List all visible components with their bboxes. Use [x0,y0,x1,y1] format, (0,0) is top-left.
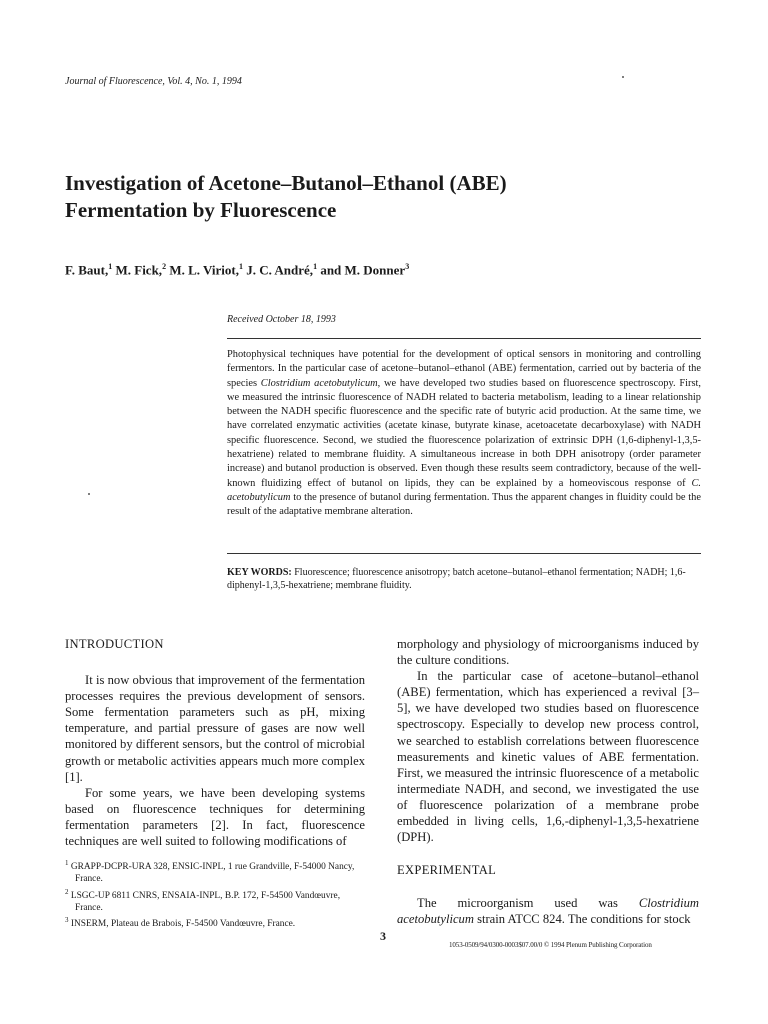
author-name: M. L. Viriot, [169,262,239,278]
footnote-text: GRAPP-DCPR-URA 328, ENSIC-INPL, 1 rue Grandville, F-54000 Nancy, France. [70,862,355,885]
author-name: F. Baut, [65,262,109,278]
title-line-2: Fermentation by Fluorescence [65,198,337,222]
author-affiliation-mark: 3 [405,262,410,271]
scan-speck [88,493,90,495]
footnote-text: INSERM, Plateau de Brabois, F-54500 Vandœuvre, France. [70,919,296,930]
right-column [397,636,699,928]
author-affiliation-mark: 2 [162,262,167,271]
footnote [65,914,370,930]
experimental-heading: EXPERIMENTAL [397,863,497,878]
species-name: C. acetobutylicum [227,477,701,503]
title-line-1: Investigation of Acetone–Butanol–Ethanol (ABE) [65,171,507,195]
footnote-mark: 3 [65,916,69,925]
paragraph: morphology and physiology of microorganisms induced by the culture conditions. [397,637,699,668]
copyright-line: 1053-0509/94/0300-0003$07.00/0 © 1994 Plenum Publishing Corporation [449,941,652,949]
key-words-text: Fluorescence; fluorescence anisotropy; batch acetone–butanol–ethanol fermentation; NADH; 1,6-diphenyl-1,3,5-hexatriene; membrane fluidity. [227,567,686,591]
author-affiliation-mark: 1 [313,262,318,271]
left-column [65,637,365,849]
page-number: 3 [380,929,386,943]
author-name: M. Fick, [115,262,163,278]
journal-citation: Journal of Fluorescence, Vol. 4, No. 1, 1994 [65,76,242,87]
paragraph: It is now obvious that improvement of the fermentation processes requires the previous development of sensors. Some fermentation parameters such as pH, mixing temperature, and partial pressure of gases are now well monitored by different sensors, but the control of microbial growth or metabolic activities appears much more complex [1]. [65,673,365,784]
key-words-label: KEY WORDS: [227,567,292,578]
author-name: and M. Donner [320,262,406,278]
footnote-mark: 1 [65,859,69,867]
received-date: Received October 18, 1993 [227,314,336,325]
abstract-text: Photophysical techniques have potential for the development of optical sensors in monitoring and controlling fermentors. In the particular case of acetone–butanol–ethanol (ABE) fermentation, carried out by bacteria of the species [227,349,701,389]
footnote [65,886,370,915]
footnote [65,857,370,886]
species-name: Clostridium acetobutylicum [397,896,699,927]
abstract-text: , we have developed two studies based on fluorescence spectroscopy. First, we measured the intrinsic fluorescence of NADH related to bacteria metabolism, leading to a linear relationship between the NADH specific fluorescence and the specific rate of butyric acid production. At the same time, we have correlated enzymatic activities (acetate kinase, butyrate kinase, acetoacetate decarboxylase) with NADH specific fluorescence. Second, we studied the fluorescence polarization of extrinsic DPH (1,6-diphenyl-1,3,5-hexatriene) related to membrane fluidity. A simultaneous increase in both DPH anisotropy (order parameter increase) and butanol production is observed. Even though these results seem contradictory, because of the well-known fluidizing effect of butanol on lipids, they can be explained by a homeoviscous response of [227,377,701,489]
footnote-text: LSGC-UP 6811 CNRS, ENSAIA-INPL, B.P. 172, F-54500 Vandœuvre, France. [70,890,341,913]
abstract [227,348,701,520]
abstract-text: to the presence of butanol during fermentation. Thus the apparent changes in fluidity could be the result of the adaptative membrane alteration. [227,491,701,518]
scan-speck [622,76,624,78]
key-words [227,567,701,592]
author-list [65,262,409,278]
author-affiliation-mark: 1 [108,262,113,271]
paragraph-text: strain ATCC 824. The conditions for stock [473,912,691,927]
paragraph-text: The microorganism used was [417,896,639,911]
article-title [65,170,705,224]
paragraph: For some years, we have been developing systems based on fluorescence techniques for determining fermentation parameters [2]. In fact, fluorescence techniques are well suited to following modifications of [65,785,365,849]
footnote-mark: 2 [65,887,69,896]
introduction-heading: INTRODUCTION [65,637,164,651]
footnotes [65,857,370,930]
abstract-bottom-rule [227,553,701,554]
species-name: Clostridium acetobutylicum [260,377,378,389]
author-affiliation-mark: 1 [239,262,243,271]
author-name: J. C. André, [246,262,314,278]
paragraph [397,895,699,927]
abstract-top-rule [227,338,701,339]
paragraph: In the particular case of acetone–butanol–ethanol (ABE) fermentation, which has experienced a revival [3–5], we have developed two studies based on fluorescence spectroscopy. Especially to develop new process control, we searched to establish correlations between fluorescence measurements and kinetic values of ABE fermentation. First, we measured the intrinsic fluorescence of a metabolic intermediate NADH, and second, we investigated the use of fluorescence polarization of a membrane probe embedded in living cells, 1,6,-diphenyl-1,3,5-hexatriene (DPH). [397,669,699,845]
